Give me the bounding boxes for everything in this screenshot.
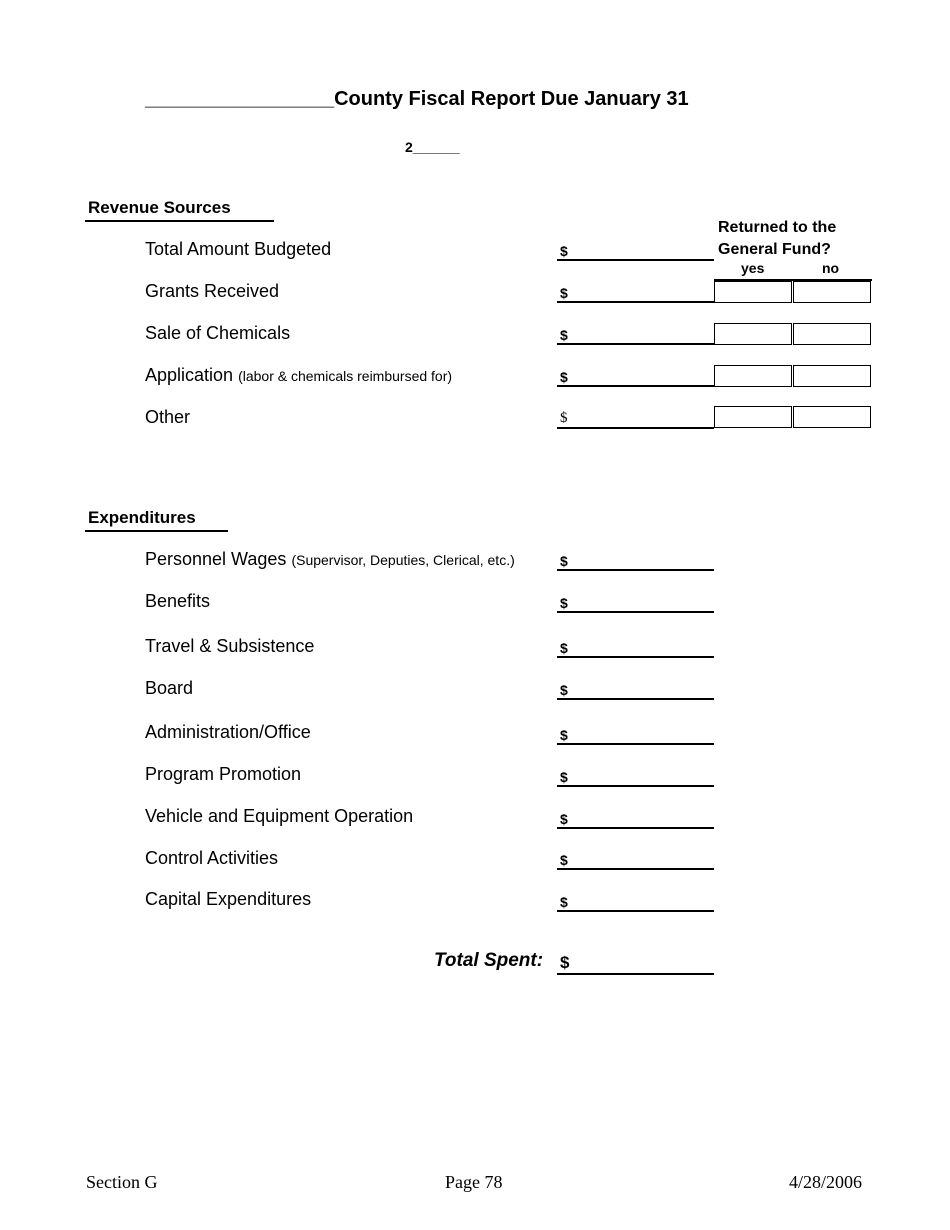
page-title: _________________County Fiscal Report Due January 31 <box>145 88 689 110</box>
expenditure-row-label: Travel & Subsistence <box>145 636 315 656</box>
currency-symbol: $ <box>560 682 568 698</box>
footer-page-number: Page 78 <box>445 1172 503 1192</box>
currency-symbol: $ <box>560 727 568 743</box>
grants-amount-field[interactable] <box>557 283 714 303</box>
vehicle-amount-field[interactable] <box>557 809 714 829</box>
revenue-row-label: Other <box>145 407 191 427</box>
revenue-row-label: Application <box>145 365 234 385</box>
returned-header-line1: Returned to the <box>718 219 837 236</box>
returned-to-general-fund-header <box>718 217 836 261</box>
administration-amount-field[interactable] <box>557 725 714 745</box>
currency-symbol: $ <box>560 410 568 426</box>
currency-symbol: $ <box>560 595 568 611</box>
total-spent-amount-field[interactable] <box>557 953 714 975</box>
expenditure-row-label: Administration/Office <box>145 722 311 742</box>
currency-symbol: $ <box>560 894 568 910</box>
travel-amount-field[interactable] <box>557 638 714 658</box>
returned-header-line2: General Fund? <box>718 241 831 258</box>
application-yes-checkbox[interactable] <box>714 365 792 387</box>
yes-column-label: yes <box>741 260 765 276</box>
benefits-amount-field[interactable] <box>557 593 714 613</box>
currency-symbol: $ <box>560 769 568 785</box>
currency-symbol: $ <box>560 640 568 656</box>
currency-symbol: $ <box>560 327 568 343</box>
expenditure-row-capital <box>145 889 311 910</box>
expenditure-row-label: Control Activities <box>145 848 279 868</box>
expenditure-row-label: Personnel Wages <box>145 549 287 569</box>
total-spent-label: Total Spent: <box>434 950 544 971</box>
expenditure-row-administration <box>145 722 311 743</box>
application-amount-field[interactable] <box>557 367 714 387</box>
program-promotion-amount-field[interactable] <box>557 767 714 787</box>
currency-symbol: $ <box>560 852 568 868</box>
expenditure-row-label: Program Promotion <box>145 764 302 784</box>
expenditure-row-label: Benefits <box>145 591 211 611</box>
expenditure-row-vehicle <box>145 806 413 827</box>
footer-section: Section G <box>86 1172 158 1192</box>
expenditure-row-travel <box>145 636 314 657</box>
capital-amount-field[interactable] <box>557 892 714 912</box>
revenue-row-label: Sale of Chemicals <box>145 323 291 343</box>
expenditure-row-control-activities <box>145 848 278 869</box>
grants-yes-checkbox[interactable] <box>714 281 792 303</box>
other-yes-checkbox[interactable] <box>714 406 792 428</box>
currency-symbol: $ <box>560 811 568 827</box>
expenditure-row-label: Board <box>145 678 194 698</box>
other-amount-field[interactable] <box>557 409 714 429</box>
expenditures-heading: Expenditures <box>85 508 228 532</box>
other-no-checkbox[interactable] <box>793 406 871 428</box>
revenue-heading: Revenue Sources <box>85 198 274 222</box>
expenditure-row-label: Capital Expenditures <box>145 889 312 909</box>
currency-symbol: $ <box>560 243 568 259</box>
revenue-row-sale-of-chemicals <box>145 323 290 344</box>
revenue-row-total-budgeted <box>145 239 331 260</box>
revenue-row-note: (labor & chemicals reimbursed for) <box>238 368 453 384</box>
expenditure-row-personnel-wages <box>145 549 515 570</box>
currency-symbol: $ <box>560 553 568 569</box>
revenue-row-application <box>145 365 452 386</box>
year-field[interactable]: 2______ <box>405 139 460 155</box>
footer-date: 4/28/2006 <box>789 1172 863 1192</box>
currency-symbol: $ <box>560 953 570 972</box>
sale-of-chemicals-amount-field[interactable] <box>557 325 714 345</box>
revenue-row-other <box>145 407 190 428</box>
revenue-row-label: Grants Received <box>145 281 280 301</box>
revenue-row-label: Total Amount Budgeted <box>145 239 332 259</box>
revenue-row-grants <box>145 281 279 302</box>
sale-of-chemicals-yes-checkbox[interactable] <box>714 323 792 345</box>
control-activities-amount-field[interactable] <box>557 850 714 870</box>
no-column-label: no <box>822 260 840 276</box>
expenditure-row-board <box>145 678 193 699</box>
expenditure-row-note: (Supervisor, Deputies, Clerical, etc.) <box>291 552 515 568</box>
application-no-checkbox[interactable] <box>793 365 871 387</box>
currency-symbol: $ <box>560 285 568 301</box>
total-budgeted-amount-field[interactable] <box>557 241 714 261</box>
currency-symbol: $ <box>560 369 568 385</box>
grants-no-checkbox[interactable] <box>793 281 871 303</box>
expenditure-row-label: Vehicle and Equipment Operation <box>145 806 414 826</box>
expenditure-row-program-promotion <box>145 764 301 785</box>
personnel-wages-amount-field[interactable] <box>557 551 714 571</box>
board-amount-field[interactable] <box>557 680 714 700</box>
expenditure-row-benefits <box>145 591 210 612</box>
sale-of-chemicals-no-checkbox[interactable] <box>793 323 871 345</box>
